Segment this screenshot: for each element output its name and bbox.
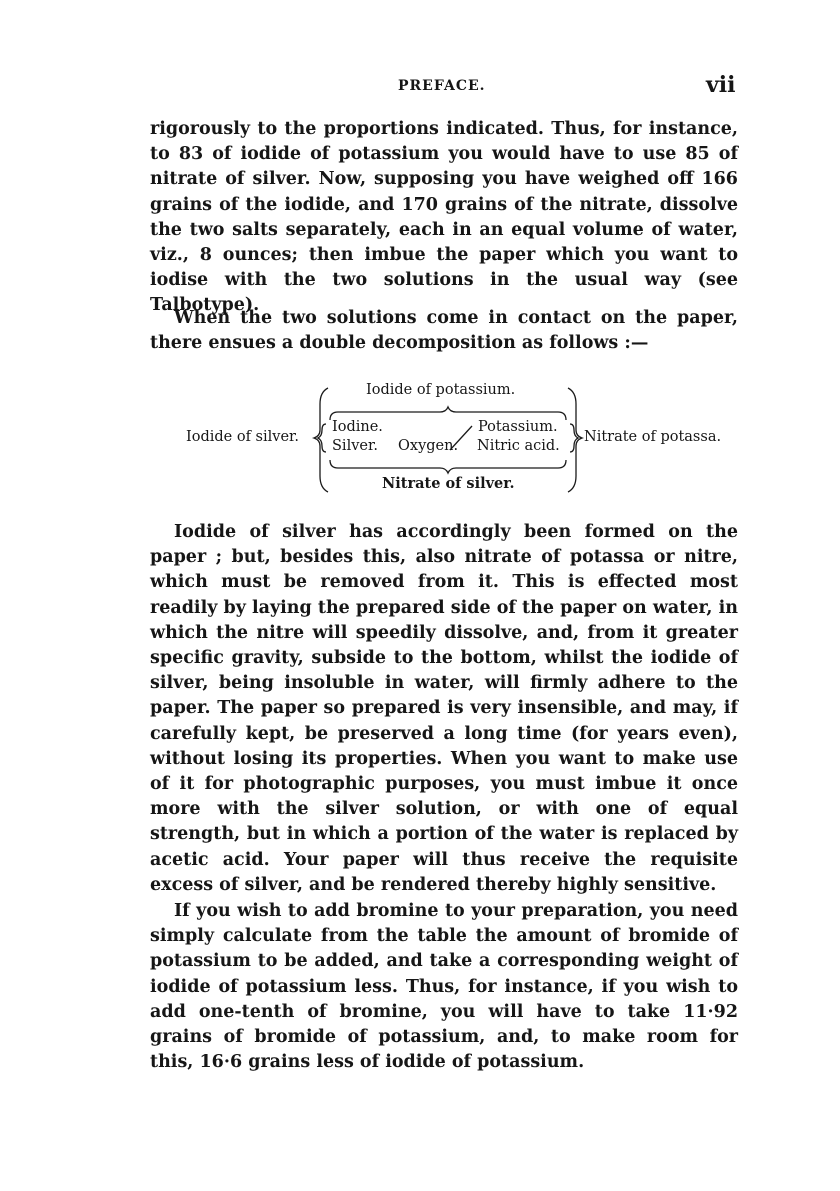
label-nitric-acid: Nitric acid. [477, 438, 560, 454]
bottom-bracket [330, 460, 566, 473]
label-nitrate-of-potassa: Nitrate of potassa. [584, 429, 722, 445]
inner-left-brace [318, 424, 326, 452]
running-header: PREFACE. [398, 78, 486, 94]
label-potassium: Potassium. [478, 419, 558, 435]
inner-right-brace [570, 424, 578, 452]
page-number: vii [706, 72, 736, 98]
paragraph-iodide-of-silver: Iodide of silver has accordingly been formed on the paper ; but, besides this, also nitrate of potassa or nitre, which must be removed from it. This is effected most readily by laying the prepared side of the paper on water, in which the nitre will speedily dissolve, and, from it greater specific gravity, subside to the bottom, whilst the iodide of silver, being insoluble in water, will firmly adhere to the paper. The paper so prepared is very insensible, and may, if carefully kept, be preserved a long time (for years even), without losing its properties. When you want to make use of it for photographic purposes, you must imbue it once more with the silver solution, or with one of equal strength, but in which a portion of the water is replaced by acetic acid. Your paper will thus receive the requisite excess of silver, and be rendered thereby highly sensitive. [150, 522, 738, 895]
label-iodine: Iodine. [332, 419, 383, 435]
paragraph-decomposition-intro: When the two solutions come in contact on the paper, there ensues a double decomposition as follows :— [150, 308, 738, 354]
label-oxygen: Oxygen. [398, 438, 459, 454]
label-nitrate-of-silver: Nitrate of silver. [382, 475, 515, 492]
decomposition-diagram [150, 380, 738, 500]
label-silver: Silver. [332, 438, 378, 454]
label-iodide-of-silver: Iodide of silver. [186, 429, 299, 445]
label-iodide-of-potassium: Iodide of potassium. [366, 382, 516, 398]
paragraph-proportions: rigorously to the proportions indicated. Thus, for instance, to 83 of iodide of potassium you would have to use 85 of nitrate of silver. Now, supposing you have weighed off 166 grains of the iodide, and 170 grains of the nitrate, dissolve the two salts separately, each in an equal volume of water, viz., 8 ounces; then imbue the paper which you want to iodise with the two solutions in the usual way (see Talbotype). [150, 119, 738, 316]
paragraph-bromine: If you wish to add bromine to your preparation, you need simply calculate from the table the amount of bromide of potassium to be added, and take a corresponding weight of iodide of potassium less. Thus, for instance, if you wish to add one-tenth of bromine, you will have to take 11·92 grains of bromide of potassium, and, to make room for this, 16·6 grains less of iodide of potassium. [150, 901, 738, 1073]
